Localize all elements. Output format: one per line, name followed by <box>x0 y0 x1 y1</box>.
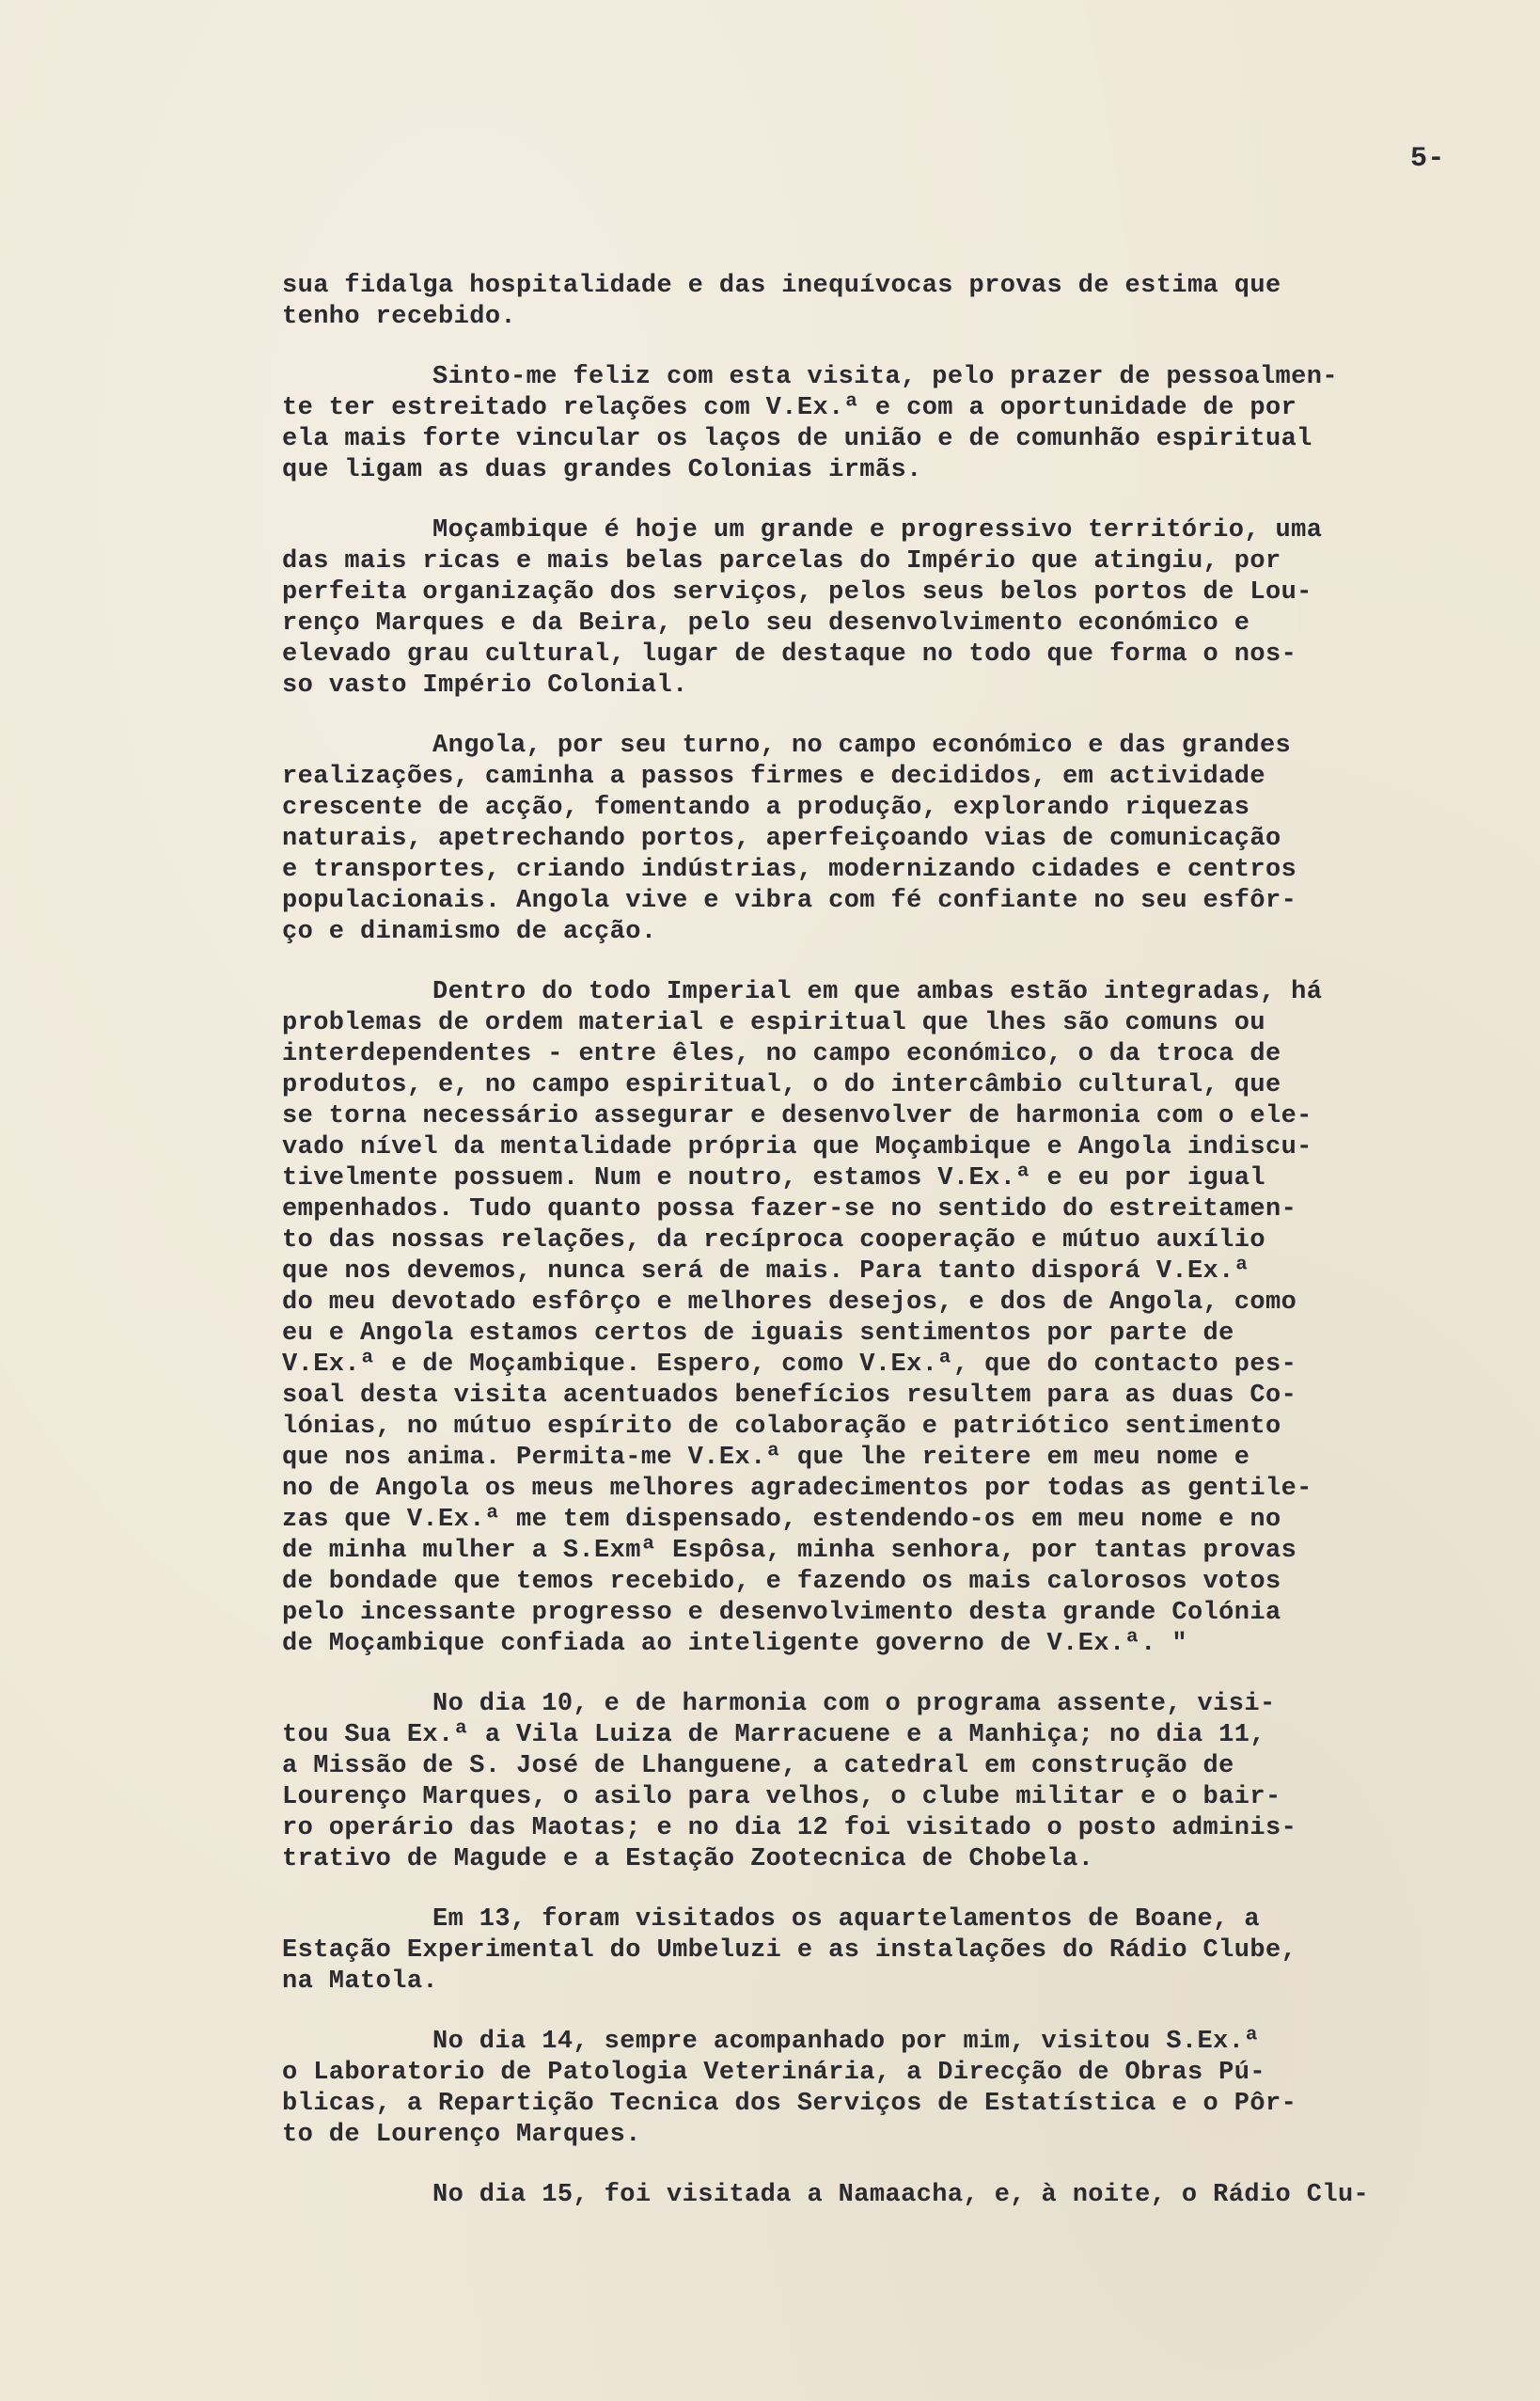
text-line: de Moçambique confiada ao inteligente governo de V.Ex.ª. " <box>282 1630 1187 1658</box>
text-line: o Laboratorio de Patologia Veterinária, a Direcção de Obras Pú- <box>282 2059 1265 2087</box>
text-line: to de Lourenço Marques. <box>282 2121 641 2149</box>
text-line: elevado grau cultural, lugar de destaque no todo que forma o nos- <box>282 640 1297 669</box>
paragraph <box>282 731 1523 948</box>
text-line: Em 13, foram visitados os aquartelamentos de Boane, a <box>432 1905 1260 1934</box>
text-line: e transportes, criando indústrias, modernizando cidades e centros <box>282 856 1297 884</box>
text-line: Estação Experimental do Umbeluzi e as instalações do Rádio Clube, <box>282 1936 1297 1965</box>
letter-body <box>282 271 1523 2240</box>
paragraph <box>282 2180 1523 2211</box>
text-line: Dentro do todo Imperial em que ambas estão integradas, há <box>432 978 1323 1006</box>
text-line: renço Marques e da Beira, pelo seu desenvolvimento económico e <box>282 609 1250 638</box>
text-line: Angola, por seu turno, no campo económico e das grandes <box>432 732 1292 760</box>
text-line: lónias, no mútuo espírito de colaboração e patriótico sentimento <box>282 1413 1281 1441</box>
text-line: No dia 10, e de harmonia com o programa assente, visi- <box>432 1690 1276 1718</box>
text-line: Lourenço Marques, o asilo para velhos, o clube militar e o bair- <box>282 1783 1281 1811</box>
text-line: No dia 14, sempre acompanhado por mim, visitou S.Ex.ª <box>432 2028 1260 2056</box>
text-line: populacionais. Angola vive e vibra com fé confiante no seu esfôr- <box>282 887 1297 915</box>
text-line: perfeita organização dos serviços, pelos seus belos portos de Lou- <box>282 578 1312 607</box>
paragraph <box>282 2027 1523 2151</box>
text-line: ro operário das Maotas; e no dia 12 foi visitado o posto adminis- <box>282 1814 1297 1842</box>
text-line: empenhados. Tudo quanto possa fazer-se no sentido do estreitamen- <box>282 1195 1297 1224</box>
paragraph <box>282 1689 1523 1875</box>
paragraph <box>282 977 1523 1660</box>
text-line: crescente de acção, fomentando a produção, explorando riquezas <box>282 794 1250 822</box>
paragraph <box>282 271 1523 333</box>
text-line: na Matola. <box>282 1967 439 1996</box>
text-line: to das nossas relações, da recíproca cooperação e mútuo auxílio <box>282 1226 1265 1255</box>
paragraph <box>282 515 1523 702</box>
text-line: realizações, caminha a passos firmes e decididos, em actividade <box>282 763 1265 791</box>
text-line: problemas de ordem material e espiritual que lhes são comuns ou <box>282 1009 1265 1037</box>
text-line: ela mais forte vincular os laços de união e de comunhão espiritual <box>282 425 1312 453</box>
text-line: ço e dinamismo de acção. <box>282 918 657 946</box>
text-line: produtos, e, no campo espiritual, o do intercâmbio cultural, que <box>282 1071 1281 1099</box>
text-line: do meu devotado esfôrço e melhores desejos, e dos de Angola, como <box>282 1288 1297 1317</box>
text-line: Sinto-me feliz com esta visita, pelo prazer de pessoalmen- <box>432 363 1338 391</box>
text-line: so vasto Império Colonial. <box>282 671 688 700</box>
text-line: sua fidalga hospitalidade e das inequívocas provas de estima que <box>282 272 1281 300</box>
text-line: de bondade que temos recebido, e fazendo os mais calorosos votos <box>282 1568 1281 1596</box>
text-line: se torna necessário assegurar e desenvolver de harmonia com o ele- <box>282 1102 1312 1130</box>
text-line: eu e Angola estamos certos de iguais sentimentos por parte de <box>282 1319 1234 1348</box>
text-line: vado nível da mentalidade própria que Moçambique e Angola indiscu- <box>282 1133 1312 1161</box>
text-line: que ligam as duas grandes Colonias irmãs. <box>282 456 922 484</box>
paragraph <box>282 1904 1523 1998</box>
text-line: trativo de Magude e a Estação Zootecnica de Chobela. <box>282 1845 1094 1873</box>
text-line: No dia 15, foi visitada a Namaacha, e, à noite, o Rádio Clu- <box>432 2181 1370 2209</box>
text-line: zas que V.Ex.ª me tem dispensado, estendendo-os em meu nome e no <box>282 1506 1281 1534</box>
text-line: blicas, a Repartição Tecnica dos Serviços de Estatística e o Pôr- <box>282 2090 1297 2118</box>
text-line: tou Sua Ex.ª a Vila Luiza de Marracuene e a Manhiça; no dia 11, <box>282 1721 1265 1749</box>
text-line: que nos anima. Permita-me V.Ex.ª que lhe reitere em meu nome e <box>282 1444 1250 1472</box>
text-line: de minha mulher a S.Exmª Espôsa, minha senhora, por tantas provas <box>282 1537 1297 1565</box>
text-line: no de Angola os meus melhores agradecimentos por todas as gentile- <box>282 1475 1312 1503</box>
text-line: soal desta visita acentuados benefícios resultem para as duas Co- <box>282 1382 1297 1410</box>
text-line: interdependentes - entre êles, no campo económico, o da troca de <box>282 1040 1281 1068</box>
text-line: Moçambique é hoje um grande e progressivo território, uma <box>432 516 1323 545</box>
text-line: te ter estreitado relações com V.Ex.ª e com a oportunidade de por <box>282 394 1297 422</box>
text-line: pelo incessante progresso e desenvolvimento desta grande Colónia <box>282 1599 1281 1627</box>
paragraph <box>282 362 1523 486</box>
page-number: 5- <box>1410 143 1445 175</box>
text-line: a Missão de S. José de Lhanguene, a catedral em construção de <box>282 1752 1234 1780</box>
text-line: tenho recebido. <box>282 303 517 331</box>
text-line: das mais ricas e mais belas parcelas do Império que atingiu, por <box>282 547 1281 576</box>
text-line: naturais, apetrechando portos, aperfeiçoando vias de comunicação <box>282 825 1281 853</box>
text-line: tivelmente possuem. Num e noutro, estamos V.Ex.ª e eu por igual <box>282 1164 1265 1193</box>
text-line: que nos devemos, nunca será de mais. Para tanto disporá V.Ex.ª <box>282 1257 1250 1286</box>
text-line: V.Ex.ª e de Moçambique. Espero, como V.Ex.ª, que do contacto pes- <box>282 1351 1297 1379</box>
